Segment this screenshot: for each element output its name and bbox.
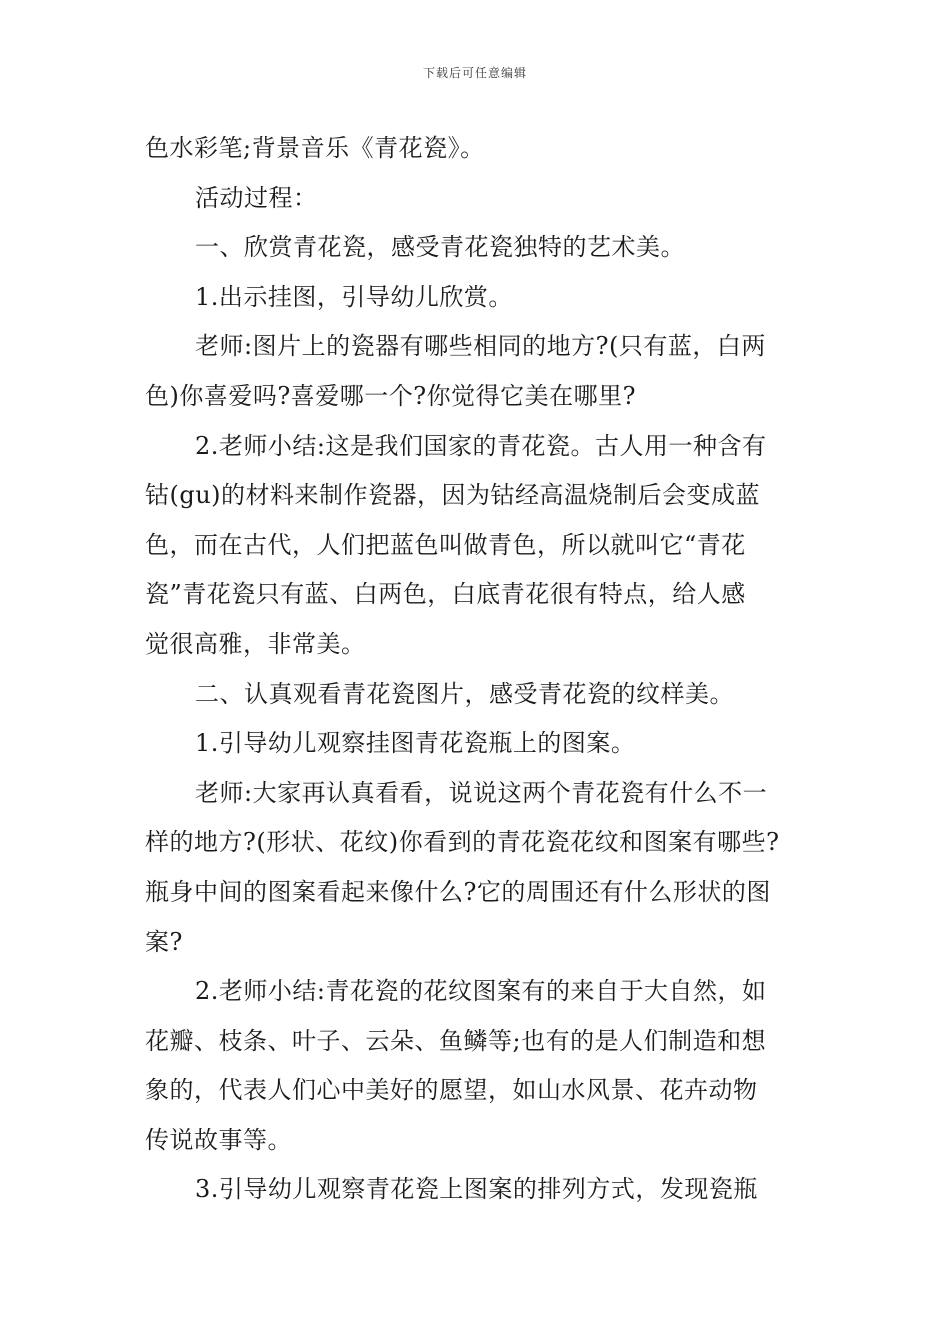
text-line: 老师:大家再认真看看，说说这两个青花瓷有什么不一 [195, 778, 768, 807]
text-line: 老师:图片上的瓷器有哪些相同的地方?(只有蓝，白两 [195, 332, 766, 361]
text-line: 瓷”青花瓷只有蓝、白两色，白底青花很有特点，给人感 [145, 580, 746, 609]
text-line: 色，而在古代，人们把蓝色叫做青色，所以就叫它“青花 [145, 530, 746, 559]
text-line: 色水彩笔;背景音乐《青花瓷》。 [145, 134, 485, 162]
text-line: 3.引导幼儿观察青花瓷上图案的排列方式，发现瓷瓶 [195, 1175, 758, 1204]
text-line: 1.引导幼儿观察挂图青花瓷瓶上的图案。 [195, 729, 636, 758]
section-heading: 一、欣赏青花瓷，感受青花瓷独特的艺术美。 [195, 233, 685, 262]
text-line: 色)你喜爱吗?喜爱哪一个?你觉得它美在哪里? [145, 381, 636, 410]
text-line: 2.老师小结:这是我们国家的青花瓷。古人用一种含有 [195, 431, 767, 460]
text-line: 钴(gu)的材料来制作瓷器，因为钴经高温烧制后会变成蓝 [145, 481, 761, 510]
text-line: 活动过程： [195, 183, 318, 212]
text-line: 传说故事等。 [145, 1125, 292, 1154]
text-line: 样的地方?(形状、花纹)你看到的青花瓷花纹和图案有哪些? [145, 828, 780, 857]
text-line: 案? [145, 927, 183, 956]
text-line: 瓶身中间的图案看起来像什么?它的周围还有什么形状的图 [145, 877, 771, 906]
page-header: 下载后可任意编辑 [422, 66, 527, 80]
text-line: 觉很高雅，非常美。 [145, 629, 366, 658]
text-line: 1.出示挂图，引导幼儿欣赏。 [195, 282, 513, 311]
document-body [145, 124, 810, 1215]
section-heading: 二、认真观看青花瓷图片，感受青花瓷的纹样美。 [195, 679, 734, 708]
text-line: 花瓣、枝条、叶子、云朵、鱼鳞等;也有的是人们制造和想 [145, 1026, 767, 1055]
text-line: 2.老师小结:青花瓷的花纹图案有的来自于大自然，如 [195, 977, 767, 1006]
text-line: 象的，代表人们心中美好的愿望，如山水风景、花卉动物 [145, 1076, 758, 1105]
